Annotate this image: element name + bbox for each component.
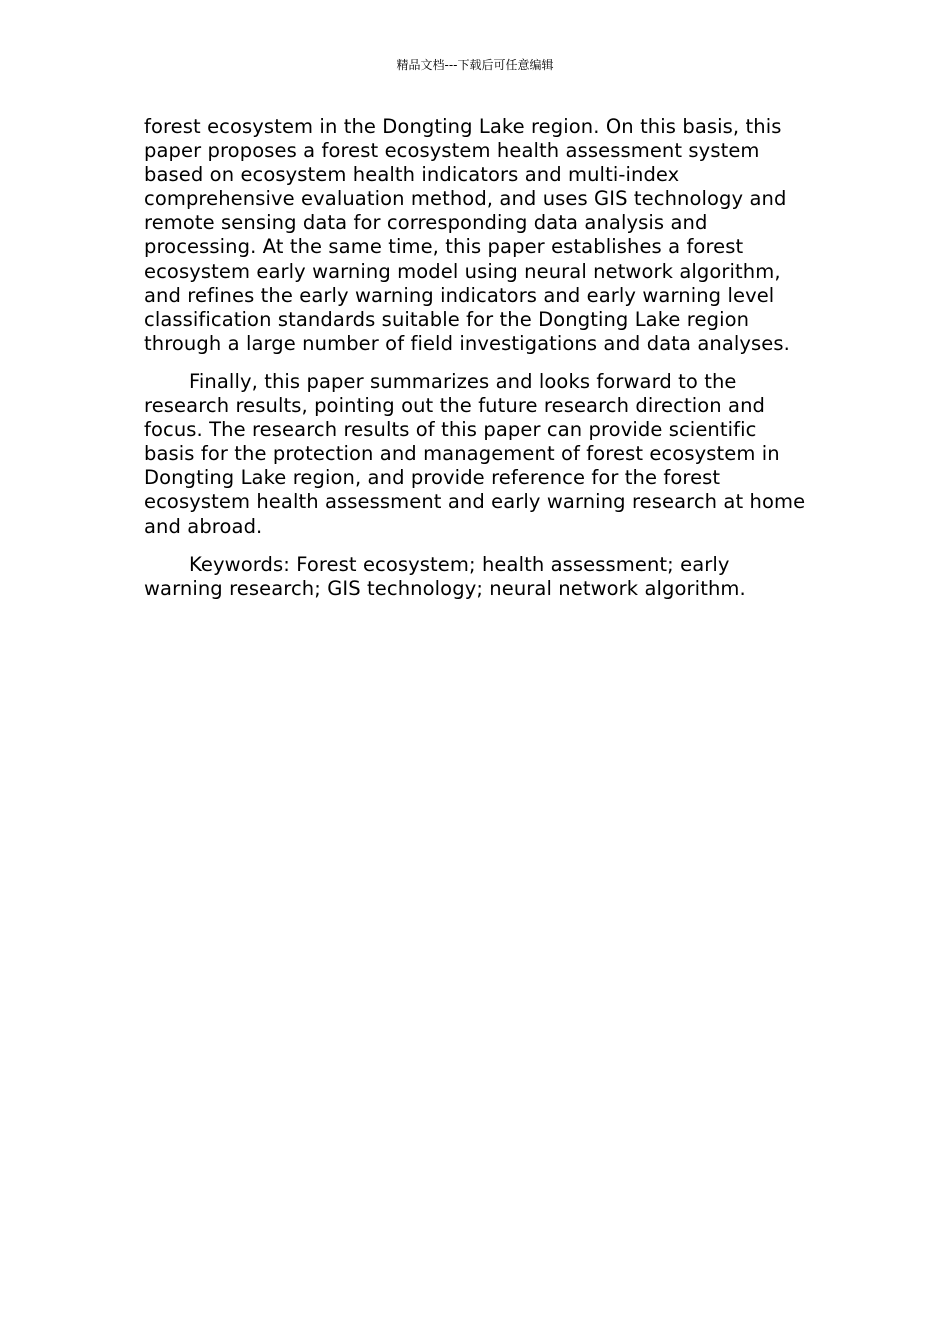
document-body [144, 115, 808, 615]
page-header: 精品文档---下载后可任意编辑 [396, 58, 554, 72]
paragraph-conclusion: Finally, this paper summarizes and looks forward to the research results, pointing out the future research direction and focus. The research results of this paper can provide scientific basis for the protection and management of forest ecosystem in Dongting Lake region, and provide reference for the forest ecosystem health assessment and early warning research at home and abroad. [144, 369, 806, 538]
paragraph-keywords: Keywords: Forest ecosystem; health assessment; early warning research; GIS technology; neural network algorithm. [144, 552, 746, 600]
paragraph-continuation: forest ecosystem in the Dongting Lake region. On this basis, this paper proposes a forest ecosystem health assessment system based on ecosystem health indicators and multi-index comprehensive evaluation method, and uses GIS technology and remote sensing data for corresponding data analysis and processing. At the same time, this paper establishes a forest ecosystem early warning model using neural network algorithm, and refines the early warning indicators and early warning level classification standards suitable for the Dongting Lake region through a large number of field investigations and data analyses. [144, 115, 790, 355]
